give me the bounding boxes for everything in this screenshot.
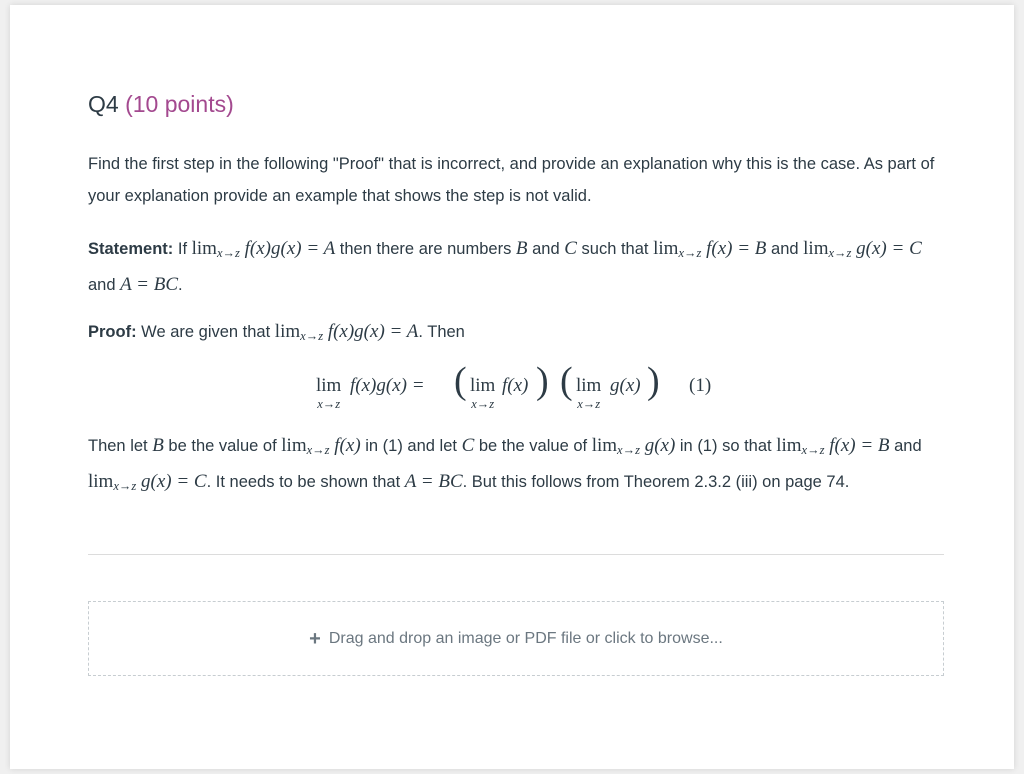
proof-text: We are given that	[141, 323, 271, 341]
then-text: be the value of	[478, 437, 588, 455]
then-text: . But this follows from Theorem 2.3.2 (iii) on page 74.	[462, 473, 850, 491]
math-limit: $\lim_{x\to z} f(x)$	[281, 435, 361, 457]
statement-text: and	[88, 276, 116, 294]
rhs1-limit: lim x→z	[470, 375, 496, 411]
proof-text: . Then	[418, 323, 465, 341]
math-limit: $\lim_{x\to z} g(x)$	[591, 435, 676, 457]
math-var: B	[515, 238, 528, 259]
left-paren: (	[454, 360, 467, 402]
statement-text: such that	[581, 240, 649, 258]
math-limit: $\lim_{x\to z} g(x) = C$	[803, 238, 922, 260]
statement-label: Statement:	[88, 240, 174, 258]
math-expression: A = BC	[404, 471, 463, 492]
statement-text: and	[771, 240, 799, 258]
then-text: in (1) so that	[679, 437, 772, 455]
display-equation	[88, 360, 944, 415]
question-number: Q4	[88, 91, 119, 117]
question-points: (10 points)	[125, 91, 234, 117]
statement-text: then there are numbers	[339, 240, 512, 258]
question-card	[10, 5, 1014, 769]
left-paren: (	[560, 360, 573, 402]
math-limit: $\lim_{x\to z} f(x)g(x) = A$	[274, 321, 419, 343]
math-limit: $\lim_{x\to z} f(x) = B$	[653, 238, 767, 260]
math-var: C	[564, 238, 577, 259]
question-intro: Find the first step in the following "Proof" that is incorrect, and provide an explanation why this is the case. As part of your explanation provide an example that shows the step is not valid.	[88, 155, 935, 205]
math-limit: $\lim_{x\to z} f(x)g(x) = A$	[191, 238, 336, 260]
math-expression: A = BC	[120, 274, 178, 295]
math-limit: $\lim_{x\to z} g(x) = C$	[88, 471, 207, 493]
statement-text: If	[177, 240, 188, 258]
dropzone-label: Drag and drop an image or PDF file or click to browse...	[328, 629, 723, 647]
question-header	[88, 91, 234, 118]
proof-paragraph	[88, 316, 944, 352]
lhs-body: f(x)g(x) =	[350, 375, 425, 396]
rhs2-limit: lim x→z	[576, 375, 602, 411]
rhs1-body: f(x)	[502, 375, 529, 396]
math-var: B	[152, 435, 164, 456]
rhs2-body: g(x)	[610, 375, 641, 396]
statement-text: and	[532, 240, 560, 258]
math-var: C	[461, 435, 475, 456]
plus-icon: +	[309, 627, 321, 650]
then-text: in (1) and let	[365, 437, 457, 455]
statement-paragraph	[88, 233, 944, 301]
file-upload-dropzone[interactable]	[88, 601, 944, 676]
statement-text: .	[178, 276, 183, 294]
equation-label: (1)	[689, 375, 712, 396]
then-text: be the value of	[168, 437, 277, 455]
then-text: . It needs to be shown that	[206, 473, 401, 491]
proof-label: Proof:	[88, 323, 137, 341]
right-paren: )	[536, 360, 549, 402]
lhs-limit: lim x→z	[316, 375, 342, 411]
math-limit: $\lim_{x\to z} f(x) = B$	[776, 435, 890, 457]
section-divider	[88, 554, 944, 555]
right-paren: )	[647, 360, 660, 402]
then-text: Then let	[88, 437, 148, 455]
then-paragraph	[88, 430, 944, 502]
then-text: and	[894, 437, 922, 455]
